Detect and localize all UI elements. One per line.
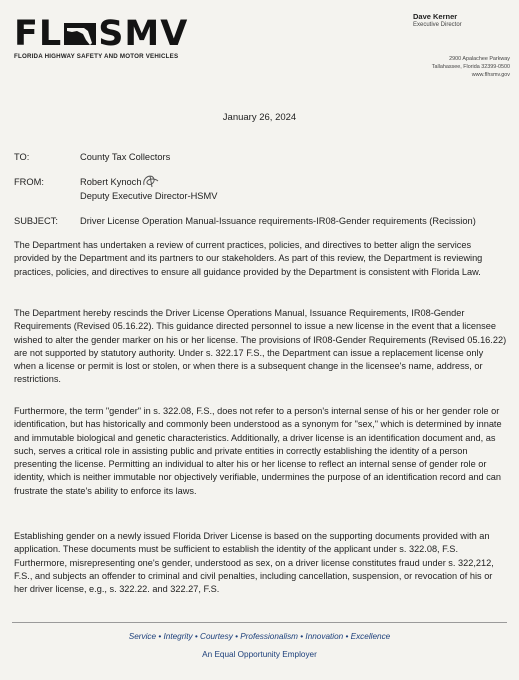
to-value: County Tax Collectors <box>80 152 171 162</box>
footer-motto: Service • Integrity • Courtesy • Professionalism • Innovation • Excellence <box>128 632 391 641</box>
subject-label: SUBJECT: <box>14 216 58 226</box>
to-label: TO: <box>14 152 30 162</box>
director-title: Executive Director <box>413 22 462 28</box>
from-name: Robert Kynoch <box>80 177 142 187</box>
paragraph-establishing-gender: Establishing gender on a newly issued Florida Driver License is based on the supporting documents provided with an application. These documents must be sufficient to establish the identity of the applicant under s. 322.08, F.S. Furthermore, misrepresenting one's gender, understood as sex, on a driver license constitutes fraud under s. 322,212, F.S., and subjects an offender to criminal and civil penalties, including cancellation, suspension, or revocation of his or her driver license, e.g., s. 322.22. and 322.27, F.S. <box>14 531 494 595</box>
address-street: 2900 Apalachee Parkway <box>449 56 510 62</box>
address-block <box>420 55 510 79</box>
logo-subtitle: FLORIDA HIGHWAY SAFETY AND MOTOR VEHICLES <box>14 53 179 60</box>
director-name: Dave Kerner <box>413 12 458 21</box>
paragraph-rescind: The Department hereby rescinds the Driver License Operations Manual, Issuance Requirements, IR08-Gender Requirements (Revised 05.16.22). This guidance directed personnel to issue a new license in the event that a licensee wished to alter the gender marker on his or her license. The provisions of IR08-Gender Requirements (Revised 05.16.22) are not supported by statutory authority. Under s. 322.17 F.S., the Department can issue a replacement license only when a license or permit is lost or stolen, or when there is a subsequent change in the licensee's name, address, or restrictions. <box>14 308 507 385</box>
florida-state-icon <box>64 19 96 49</box>
from-title: Deputy Executive Director-HSMV <box>80 191 218 201</box>
logo-wordmark <box>14 16 188 52</box>
logo-text-right: SMV <box>98 14 189 54</box>
logo-text-left: FL <box>14 14 63 54</box>
footer-divider <box>12 622 507 623</box>
subject-value: Driver License Operation Manual-Issuance requirements-IR08-Gender requirements (Recission) <box>80 216 476 226</box>
footer-employer: An Equal Opportunity Employer <box>202 650 317 659</box>
initials-signature <box>140 171 162 191</box>
director-block <box>413 12 493 28</box>
paragraph-gender-definition: Furthermore, the term "gender" in s. 322.08, F.S., does not refer to a person's internal sense of his or her gender role or identification, but has historically and commonly been understood as a synonym for "sex," which is determined by innate and immutable biological and genetic characteristics. Additionally, a driver license is an identification document and, as such, serves a critical role in assisting public and private entities in correctly establishing the identity of a person presenting the license. Permitting an individual to alter his or her license to reflect an internal sense of gender role or identity, which is neither immutable nor objectively verifiable, undermines the purpose of an identification record and can frustrate the state's ability to enforce its laws. <box>14 406 502 496</box>
address-city: Tallahassee, Florida 32399-0500 <box>431 64 510 70</box>
paragraph-review: The Department has undertaken a review of current practices, policies, and directives to better align the services provided by the Department and its partners to our stakeholders. As part of this review, the Department is reviewing practices, policies, and directives to ensure all guidance provided by the Department is consistent with Florida Law. <box>14 240 483 277</box>
memo-date: January 26, 2024 <box>222 112 297 123</box>
address-website: www.flhsmv.gov <box>471 72 510 78</box>
flhsmv-logo <box>14 16 188 60</box>
from-label: FROM: <box>14 177 44 187</box>
